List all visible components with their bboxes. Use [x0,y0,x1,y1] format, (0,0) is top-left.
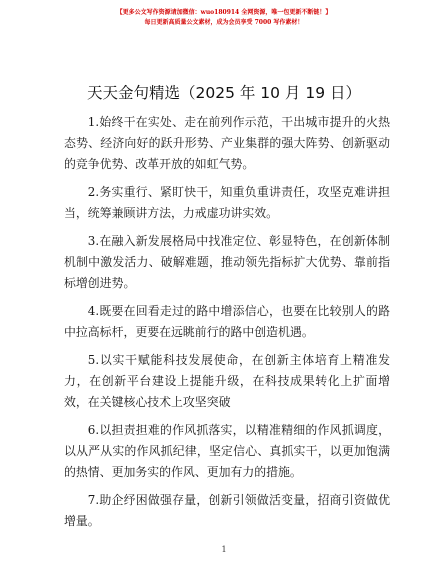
paragraph-3: 3.在融入新发展格局中找准定位、彰显特色，在创新体制机制中激发活力、破解难题，推动领先指标扩大优势、靠前指标增创进势。 [64,234,390,290]
document-title: 天天金句精选（2025 年 10 月 19 日） [86,84,362,102]
promo-banner-line-2: 每日更新高质量公文素材，成为会员享受 7000 写作素材！ [144,19,304,26]
document-body [64,112,390,539]
paragraph-2: 2.务实重行、紧盯快干，知重负重讲责任，攻坚克难讲担当，统筹兼顾讲方法，力戒虚功讲实效。 [64,185,390,220]
paragraph-6: 6.以担责担难的作风抓落实，以精准精细的作风抓调度，以从严从实的作风抓纪律，坚定信心、真抓实干，以更加饱满的热情、更加务实的作风、更加有力的措施。 [64,423,390,479]
paragraph-4: 4.既要在回看走过的路中增添信心，也要在比较别人的路中拉高标杆，更要在远眺前行的路中创造机遇。 [64,304,390,339]
promo-banner [0,8,448,28]
paragraph-5: 5.以实干赋能科技发展使命，在创新主体培育上精准发力，在创新平台建设上提能升级，在科技成果转化上扩面增效，在关键核心技术上攻坚突破 [64,353,390,409]
paragraph-7: 7.助企纾困做强存量，创新引领做活变量，招商引资做优增量。 [64,493,390,528]
page-number: 1 [221,545,227,554]
paragraph-1: 1.始终干在实处、走在前列作示范，干出城市提升的火热态势、经济向好的跃升形势、产业集群的强大阵势、创新驱动的竞争优势、改革开放的如虹气势。 [64,115,390,171]
promo-banner-line-1: 【更多公文写作资源请加微信：wuo180914 全网资源，唯一包更新不断链！】 [116,9,332,16]
